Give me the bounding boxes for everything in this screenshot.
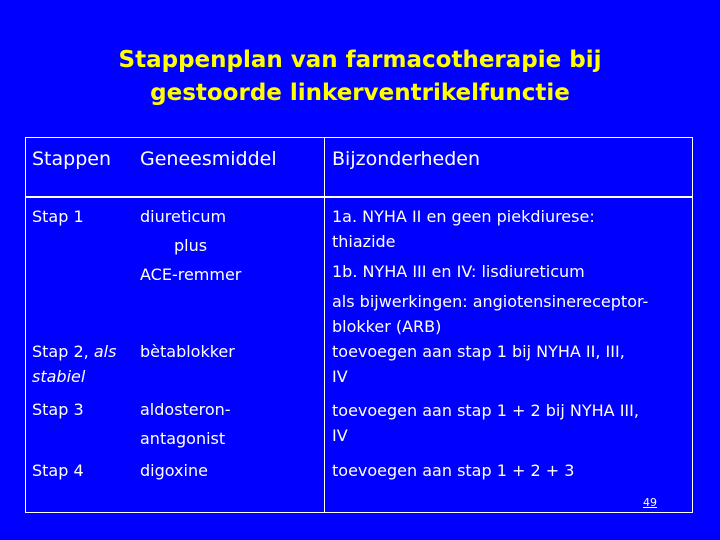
details-line: IV xyxy=(332,367,348,386)
title-line-1: Stappenplan van farmacotherapie bij xyxy=(118,47,602,73)
step-label: Stap 3 xyxy=(32,400,84,419)
step-label xyxy=(32,339,116,389)
slide-title xyxy=(0,44,720,110)
table-row xyxy=(26,456,692,512)
drug-line: aldosteron- xyxy=(140,400,231,419)
table-row xyxy=(26,395,692,455)
drug-line: ACE-remmer xyxy=(140,265,242,284)
step-label: Stap 1 xyxy=(32,207,84,226)
details-line: als bijwerkingen: angiotensinereceptor- xyxy=(332,292,649,311)
details-line: blokker (ARB) xyxy=(332,317,442,336)
step-label-condition: als xyxy=(93,342,117,361)
details-line: toevoegen aan stap 1 + 2 + 3 xyxy=(332,461,575,480)
drug-line: digoxine xyxy=(140,461,208,480)
details-line: 1a. NYHA II en geen piekdiurese: xyxy=(332,207,595,226)
table-row xyxy=(26,336,692,392)
step-label-main: Stap 2, xyxy=(32,342,89,361)
details-line: thiazide xyxy=(332,232,396,251)
page-number: 49 xyxy=(643,496,657,509)
details-line: toevoegen aan stap 1 + 2 bij NYHA III, xyxy=(332,401,639,420)
drug-line: plus xyxy=(174,236,208,255)
title-line-2: gestoorde linkerventrikelfunctie xyxy=(150,80,570,106)
details-line: toevoegen aan stap 1 bij NYHA II, III, xyxy=(332,342,625,361)
drug-cell xyxy=(140,456,208,485)
drug-cell xyxy=(140,395,231,453)
header-bijzonderheden: Bijzonderheden xyxy=(332,148,480,170)
step-label-condition-line2: stabiel xyxy=(32,367,86,386)
details-cell xyxy=(332,339,625,389)
details-cell xyxy=(332,204,648,339)
drug-line: antagonist xyxy=(140,429,226,448)
drug-line: bètablokker xyxy=(140,342,235,361)
table-row xyxy=(26,202,692,337)
drug-cell xyxy=(140,339,235,364)
table-header-row xyxy=(26,138,692,198)
details-line: 1b. NYHA III en IV: lisdiureticum xyxy=(332,262,585,281)
details-line: IV xyxy=(332,426,348,445)
drug-line: diureticum xyxy=(140,207,227,226)
step-label: Stap 4 xyxy=(32,461,84,480)
header-geneesmiddel: Geneesmiddel xyxy=(140,148,277,170)
details-cell xyxy=(332,456,574,485)
header-stappen: Stappen xyxy=(32,148,112,170)
details-cell xyxy=(332,398,639,448)
drug-cell xyxy=(140,202,241,289)
therapy-table xyxy=(25,137,693,513)
